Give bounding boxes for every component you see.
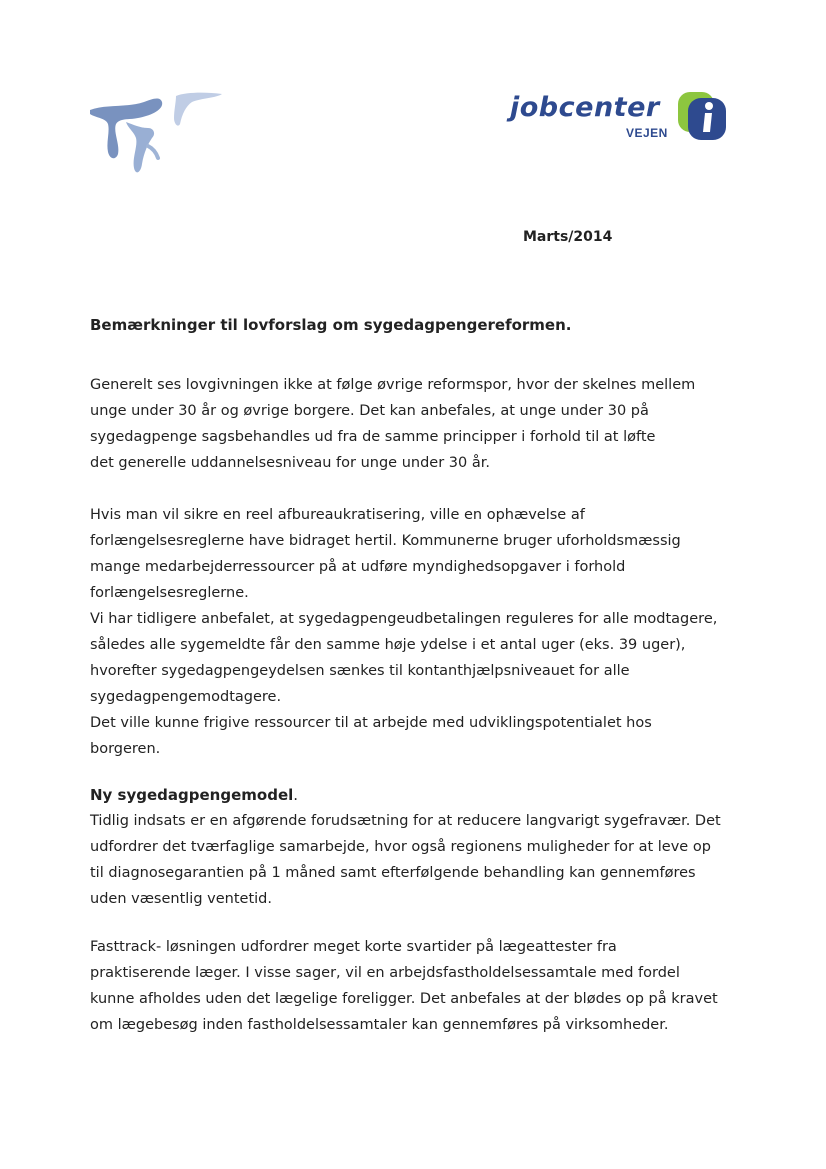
text-line: borgeren. bbox=[90, 741, 161, 757]
paragraph-3 bbox=[90, 782, 750, 912]
text-line: Vi har tidligere anbefalet, at sygedagpengeudbetalingen reguleres for alle modtagere, bbox=[90, 611, 718, 627]
document-date: Marts/2014 bbox=[523, 229, 613, 245]
text-line: kunne afholdes uden det lægelige foreligger. Det anbefales at der blødes op på kravet bbox=[90, 991, 718, 1007]
jobcenter-info-icon bbox=[676, 90, 728, 142]
text-line: Det ville kunne frigive ressourcer til at arbejde med udviklingspotentialet hos bbox=[90, 715, 652, 731]
brand-name: jobcenter bbox=[510, 92, 660, 123]
text-line: uden væsentlig ventetid. bbox=[90, 891, 272, 907]
section-heading-period: . bbox=[293, 786, 299, 804]
text-line: Tidlig indsats er en afgørende forudsætning for at reducere langvarigt sygefravær. Det bbox=[90, 813, 721, 829]
text-line: unge under 30 år og øvrige borgere. Det kan anbefales, at unge under 30 på bbox=[90, 403, 649, 419]
text-line: sygedagpengemodtagere. bbox=[90, 689, 282, 705]
text-line: Generelt ses lovgivningen ikke at følge øvrige reformspor, hvor der skelnes mellem bbox=[90, 377, 696, 393]
text-line: hvorefter sygedagpengeydelsen sænkes til kontanthjælpsniveauet for alle bbox=[90, 663, 630, 679]
text-line: det generelle uddannelsesniveau for unge under 30 år. bbox=[90, 455, 490, 471]
section-heading bbox=[90, 782, 750, 808]
text-line: Fasttrack- løsningen udfordrer meget korte svartider på lægeattester fra bbox=[90, 939, 617, 955]
decorative-figure-logo-icon bbox=[86, 88, 226, 188]
text-line: udfordrer det tværfaglige samarbejde, hvor også regionens muligheder for at leve op bbox=[90, 839, 711, 855]
text-line: mange medarbejderressourcer på at udføre myndighedsopgaver i forhold bbox=[90, 559, 626, 575]
text-line: forlængelsesreglerne have bidraget hertil. Kommunerne bruger uforholdsmæssig bbox=[90, 533, 681, 549]
section-heading-text: Ny sygedagpengemodel bbox=[90, 786, 294, 804]
document-title: Bemærkninger til lovforslag om sygedagpengereformen. bbox=[90, 316, 572, 334]
jobcenter-vejen-logo bbox=[510, 88, 735, 148]
text-line: Hvis man vil sikre en reel afbureaukratisering, ville en ophævelse af bbox=[90, 507, 585, 523]
paragraph-2 bbox=[90, 502, 750, 762]
text-line: sygedagpenge sagsbehandles ud fra de samme principper i forhold til at løfte bbox=[90, 429, 656, 445]
text-line: til diagnosegarantien på 1 måned samt efterfølgende behandling kan gennemføres bbox=[90, 865, 696, 881]
text-line: praktiserende læger. I visse sager, vil en arbejdsfastholdelsessamtale med fordel bbox=[90, 965, 680, 981]
paragraph-1 bbox=[90, 372, 750, 476]
text-line: forlængelsesreglerne. bbox=[90, 585, 249, 601]
text-line: om lægebesøg inden fastholdelsessamtaler kan gennemføres på virksomheder. bbox=[90, 1017, 669, 1033]
brand-subtitle: VEJEN bbox=[626, 126, 668, 140]
paragraph-4 bbox=[90, 934, 750, 1038]
text-line: således alle sygemeldte får den samme høje ydelse i et antal uger (eks. 39 uger), bbox=[90, 637, 686, 653]
